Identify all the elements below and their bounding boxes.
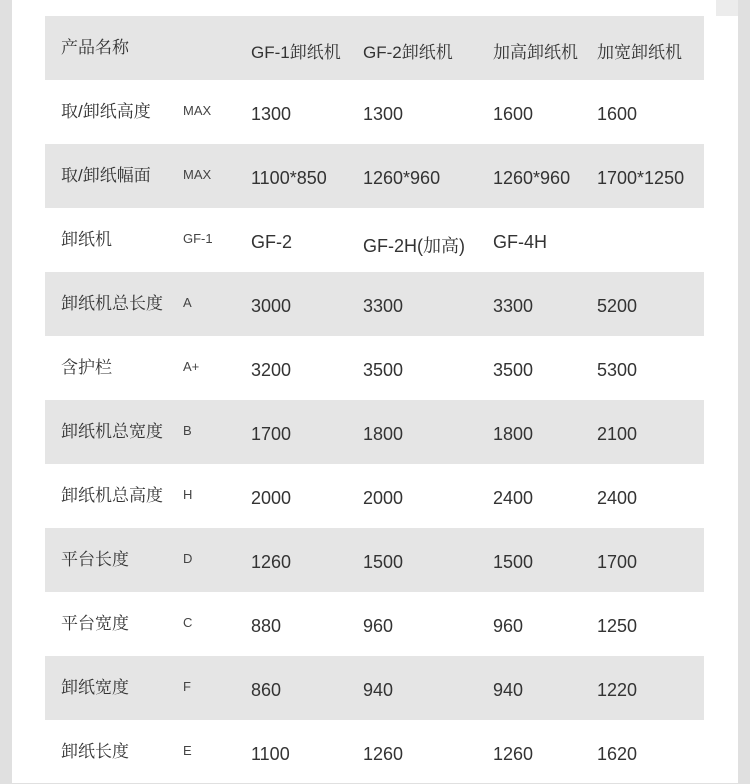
row-value-2: 1260 — [363, 744, 404, 764]
row-value-3: 3300 — [493, 296, 534, 316]
row-value-2: 3300 — [363, 296, 404, 316]
table-row — [45, 400, 704, 464]
header-column-1: GF-1卸纸机 — [251, 43, 341, 62]
table-row — [45, 592, 704, 656]
row-name: 卸纸机总高度 — [61, 486, 163, 505]
table-row — [45, 336, 704, 400]
table-row — [45, 80, 704, 144]
row-value-1: 3000 — [251, 296, 292, 316]
row-value-3: 1260*960 — [493, 168, 571, 188]
page-edge-shadow — [716, 0, 738, 16]
header-column-4: 加宽卸纸机 — [597, 43, 682, 62]
table-row — [45, 464, 704, 528]
row-name: 卸纸宽度 — [61, 678, 129, 697]
row-value-2: GF-2H(加高) — [363, 236, 465, 256]
row-value-3: 1800 — [493, 424, 534, 444]
row-value-3: 1500 — [493, 552, 534, 572]
row-value-3: 1600 — [493, 104, 534, 124]
row-code: GF-1 — [183, 231, 213, 246]
row-code: MAX — [183, 103, 212, 118]
row-value-4: 1250 — [597, 616, 638, 636]
row-value-1: 880 — [251, 616, 282, 636]
row-value-1: 1100*850 — [251, 168, 327, 188]
row-name: 平台宽度 — [61, 614, 129, 633]
row-value-1: 1100 — [251, 744, 290, 764]
row-value-4: 2400 — [597, 488, 638, 508]
row-name: 含护栏 — [61, 358, 112, 377]
table-row — [45, 208, 704, 272]
row-value-1: 860 — [251, 680, 282, 700]
row-value-3: 1260 — [493, 744, 534, 764]
row-value-1: 1700 — [251, 424, 292, 444]
row-name: 卸纸机总长度 — [61, 294, 163, 313]
row-value-2: 940 — [363, 680, 394, 700]
row-code: C — [183, 615, 193, 630]
row-value-1: 1260 — [251, 552, 292, 572]
row-name: 卸纸长度 — [61, 742, 129, 761]
row-code: F — [183, 679, 191, 694]
row-value-4: 1600 — [597, 104, 638, 124]
table-row — [45, 528, 704, 592]
row-value-4: 1700*1250 — [597, 168, 685, 188]
row-value-2: 1300 — [363, 104, 404, 124]
table-row — [45, 656, 704, 720]
row-value-1: 1300 — [251, 104, 292, 124]
row-code: D — [183, 551, 193, 566]
row-code: B — [183, 423, 192, 438]
header-name-cell: 产品名称 — [61, 38, 129, 57]
row-name: 平台长度 — [61, 550, 129, 569]
row-value-2: 1500 — [363, 552, 404, 572]
row-value-4: 1620 — [597, 744, 638, 764]
row-value-1: 3200 — [251, 360, 292, 380]
row-value-4: 1700 — [597, 552, 638, 572]
row-value-3: 940 — [493, 680, 524, 700]
table-row — [45, 272, 704, 336]
row-code: MAX — [183, 167, 212, 182]
table-row — [45, 144, 704, 208]
row-value-3: GF-4H — [493, 232, 547, 252]
row-name: 卸纸机总宽度 — [61, 422, 163, 441]
row-value-1: GF-2 — [251, 232, 293, 252]
header-column-3: 加高卸纸机 — [493, 43, 578, 62]
row-name: 卸纸机 — [61, 230, 112, 249]
row-value-2: 1800 — [363, 424, 404, 444]
row-code: H — [183, 487, 193, 502]
row-name: 取/卸纸高度 — [61, 102, 151, 121]
row-value-4: 2100 — [597, 424, 638, 444]
row-value-1: 2000 — [251, 488, 292, 508]
row-value-3: 2400 — [493, 488, 534, 508]
spec-table — [45, 16, 704, 784]
row-value-3: 960 — [493, 616, 524, 636]
row-value-2: 3500 — [363, 360, 404, 380]
page — [12, 0, 738, 783]
row-name: 取/卸纸幅面 — [61, 166, 151, 185]
row-value-4: 1220 — [597, 680, 638, 700]
row-value-3: 3500 — [493, 360, 534, 380]
row-value-2: 2000 — [363, 488, 404, 508]
table-row — [45, 720, 704, 784]
row-value-4: 5300 — [597, 360, 638, 380]
row-code: A — [183, 295, 192, 310]
table-header-row — [45, 16, 704, 80]
row-value-2: 960 — [363, 616, 394, 636]
header-column-2: GF-2卸纸机 — [363, 43, 453, 62]
row-code: A+ — [183, 359, 200, 374]
row-code: E — [183, 743, 192, 758]
row-value-4: 5200 — [597, 296, 638, 316]
row-value-2: 1260*960 — [363, 168, 441, 188]
